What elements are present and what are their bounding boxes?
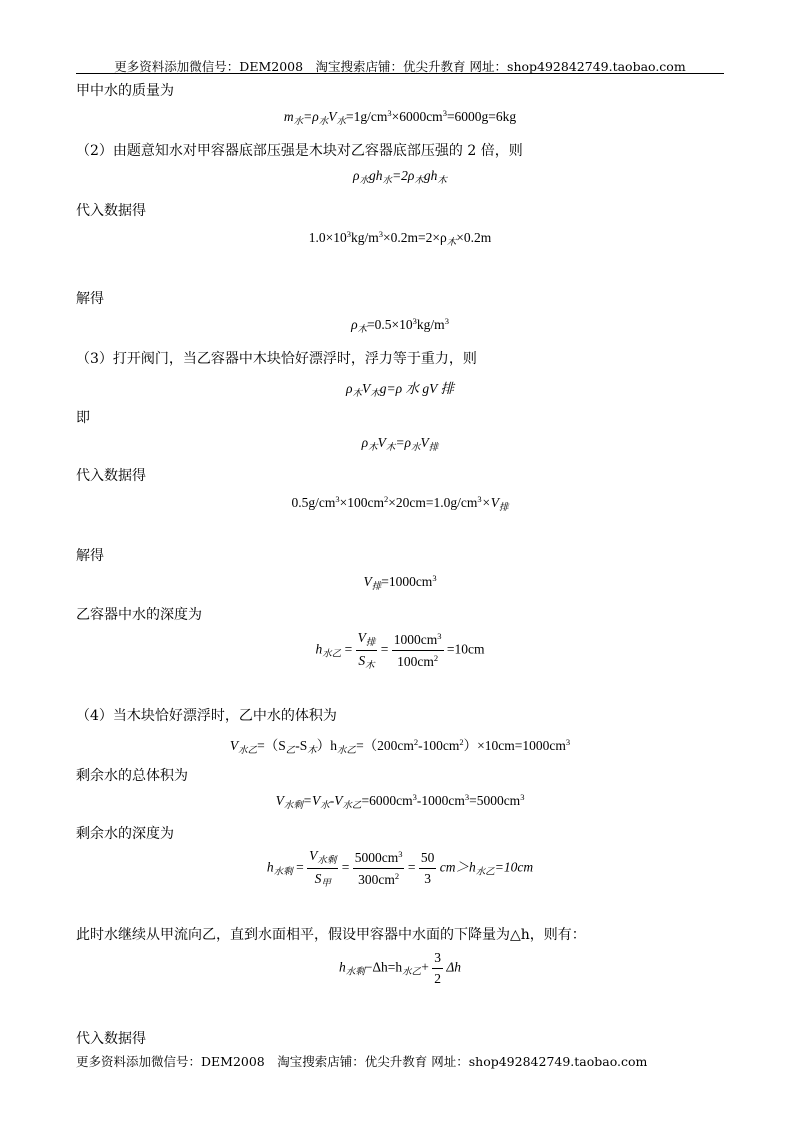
page-footer: 更多资料添加微信号：DEM2008 淘宝搜索店铺：优尖升教育 网址：shop492842749.taobao.com [76, 1054, 648, 1069]
text-line: 即 [76, 410, 90, 426]
equation-level-balance: $h_{水剩}-\Delta h=h_{水乙}+$ $\frac{3}{2}$ Δh [338, 950, 461, 986]
equation-displaced-volume: $V_排=1000cm^3$ [363, 573, 437, 592]
equation-substitute-density: $1.0\times 10^3kg/m^3\times 0.2m=2\times\rho_木\times 0.2m$ [308, 229, 492, 248]
text-line: 解得 [76, 291, 104, 307]
text-line: 解得 [76, 548, 104, 564]
text-line: 代入数据得 [76, 203, 146, 219]
equation-remaining-volume: $V_{水剩}=V_水-V_{水乙}=6000cm^3-1000cm^3=5000cm^3$ [275, 792, 525, 811]
equation-remaining-depth: $h_{水剩}$ = $\frac{V_{水剩}}{S_甲}$ = $\frac{5000cm^3}{300cm^2}$ = $\frac{50}{3}$ $cm>h_{水乙}=10cm$ [266, 848, 534, 889]
equation-water-depth-b: $h_{水乙}$ = $\frac{V_排}{S_木}$ = $\frac{1000cm^3}{100cm^2}$ =10cm [315, 630, 485, 671]
equation-wood-density: $\rho_木=0.5\times 10^3kg/m^3$ [351, 316, 449, 335]
equation-pressure: $\rho_水gh_水=2\rho_木gh_木$ [353, 168, 447, 186]
equation-water-mass: $m_水=\rho_水V_水=1g/cm^3\times 6000cm^3=6000g=6kg$ [283, 108, 517, 127]
text-line: （3）打开阀门，当乙容器中木块恰好漂浮时，浮力等于重力，则 [76, 351, 477, 367]
equation-buoyancy-simplified: $\rho_木V_木=\rho_水V_排$ [361, 435, 439, 453]
header-rule [76, 73, 724, 74]
text-line: 剩余水的深度为 [76, 826, 174, 842]
text-line: 剩余水的总体积为 [76, 768, 188, 784]
text-line: 代入数据得 [76, 468, 146, 484]
text-line: （2）由题意知水对甲容器底部压强是木块对乙容器底部压强的 2 倍，则 [76, 143, 523, 159]
text-line: 甲中水的质量为 [76, 83, 174, 99]
text-line: 代入数据得 [76, 1031, 146, 1047]
text-line: 此时水继续从甲流向乙，直到水面相平，假设甲容器中水面的下降量为△h，则有： [76, 927, 586, 943]
equation-buoyancy: $\rho_木V_木g=\rho$ 水 gV 排 [346, 381, 454, 399]
text-line: 乙容器中水的深度为 [76, 607, 202, 623]
page-header: 更多资料添加微信号：DEM2008 淘宝搜索店铺：优尖升教育 网址：shop492842749.taobao.com [114, 59, 686, 74]
text-line: （4）当木块恰好漂浮时，乙中水的体积为 [76, 708, 337, 724]
equation-substitute-volume: $0.5g/cm^3\times 100cm^2\times 20cm=1.0g/cm^3\times V_排$ [291, 494, 509, 513]
equation-volume-b: $V_{水乙}=(S_乙-S_木)h_{水乙}=(200cm^2-100cm^2)\times 10cm=1000cm^3$ [229, 737, 571, 756]
